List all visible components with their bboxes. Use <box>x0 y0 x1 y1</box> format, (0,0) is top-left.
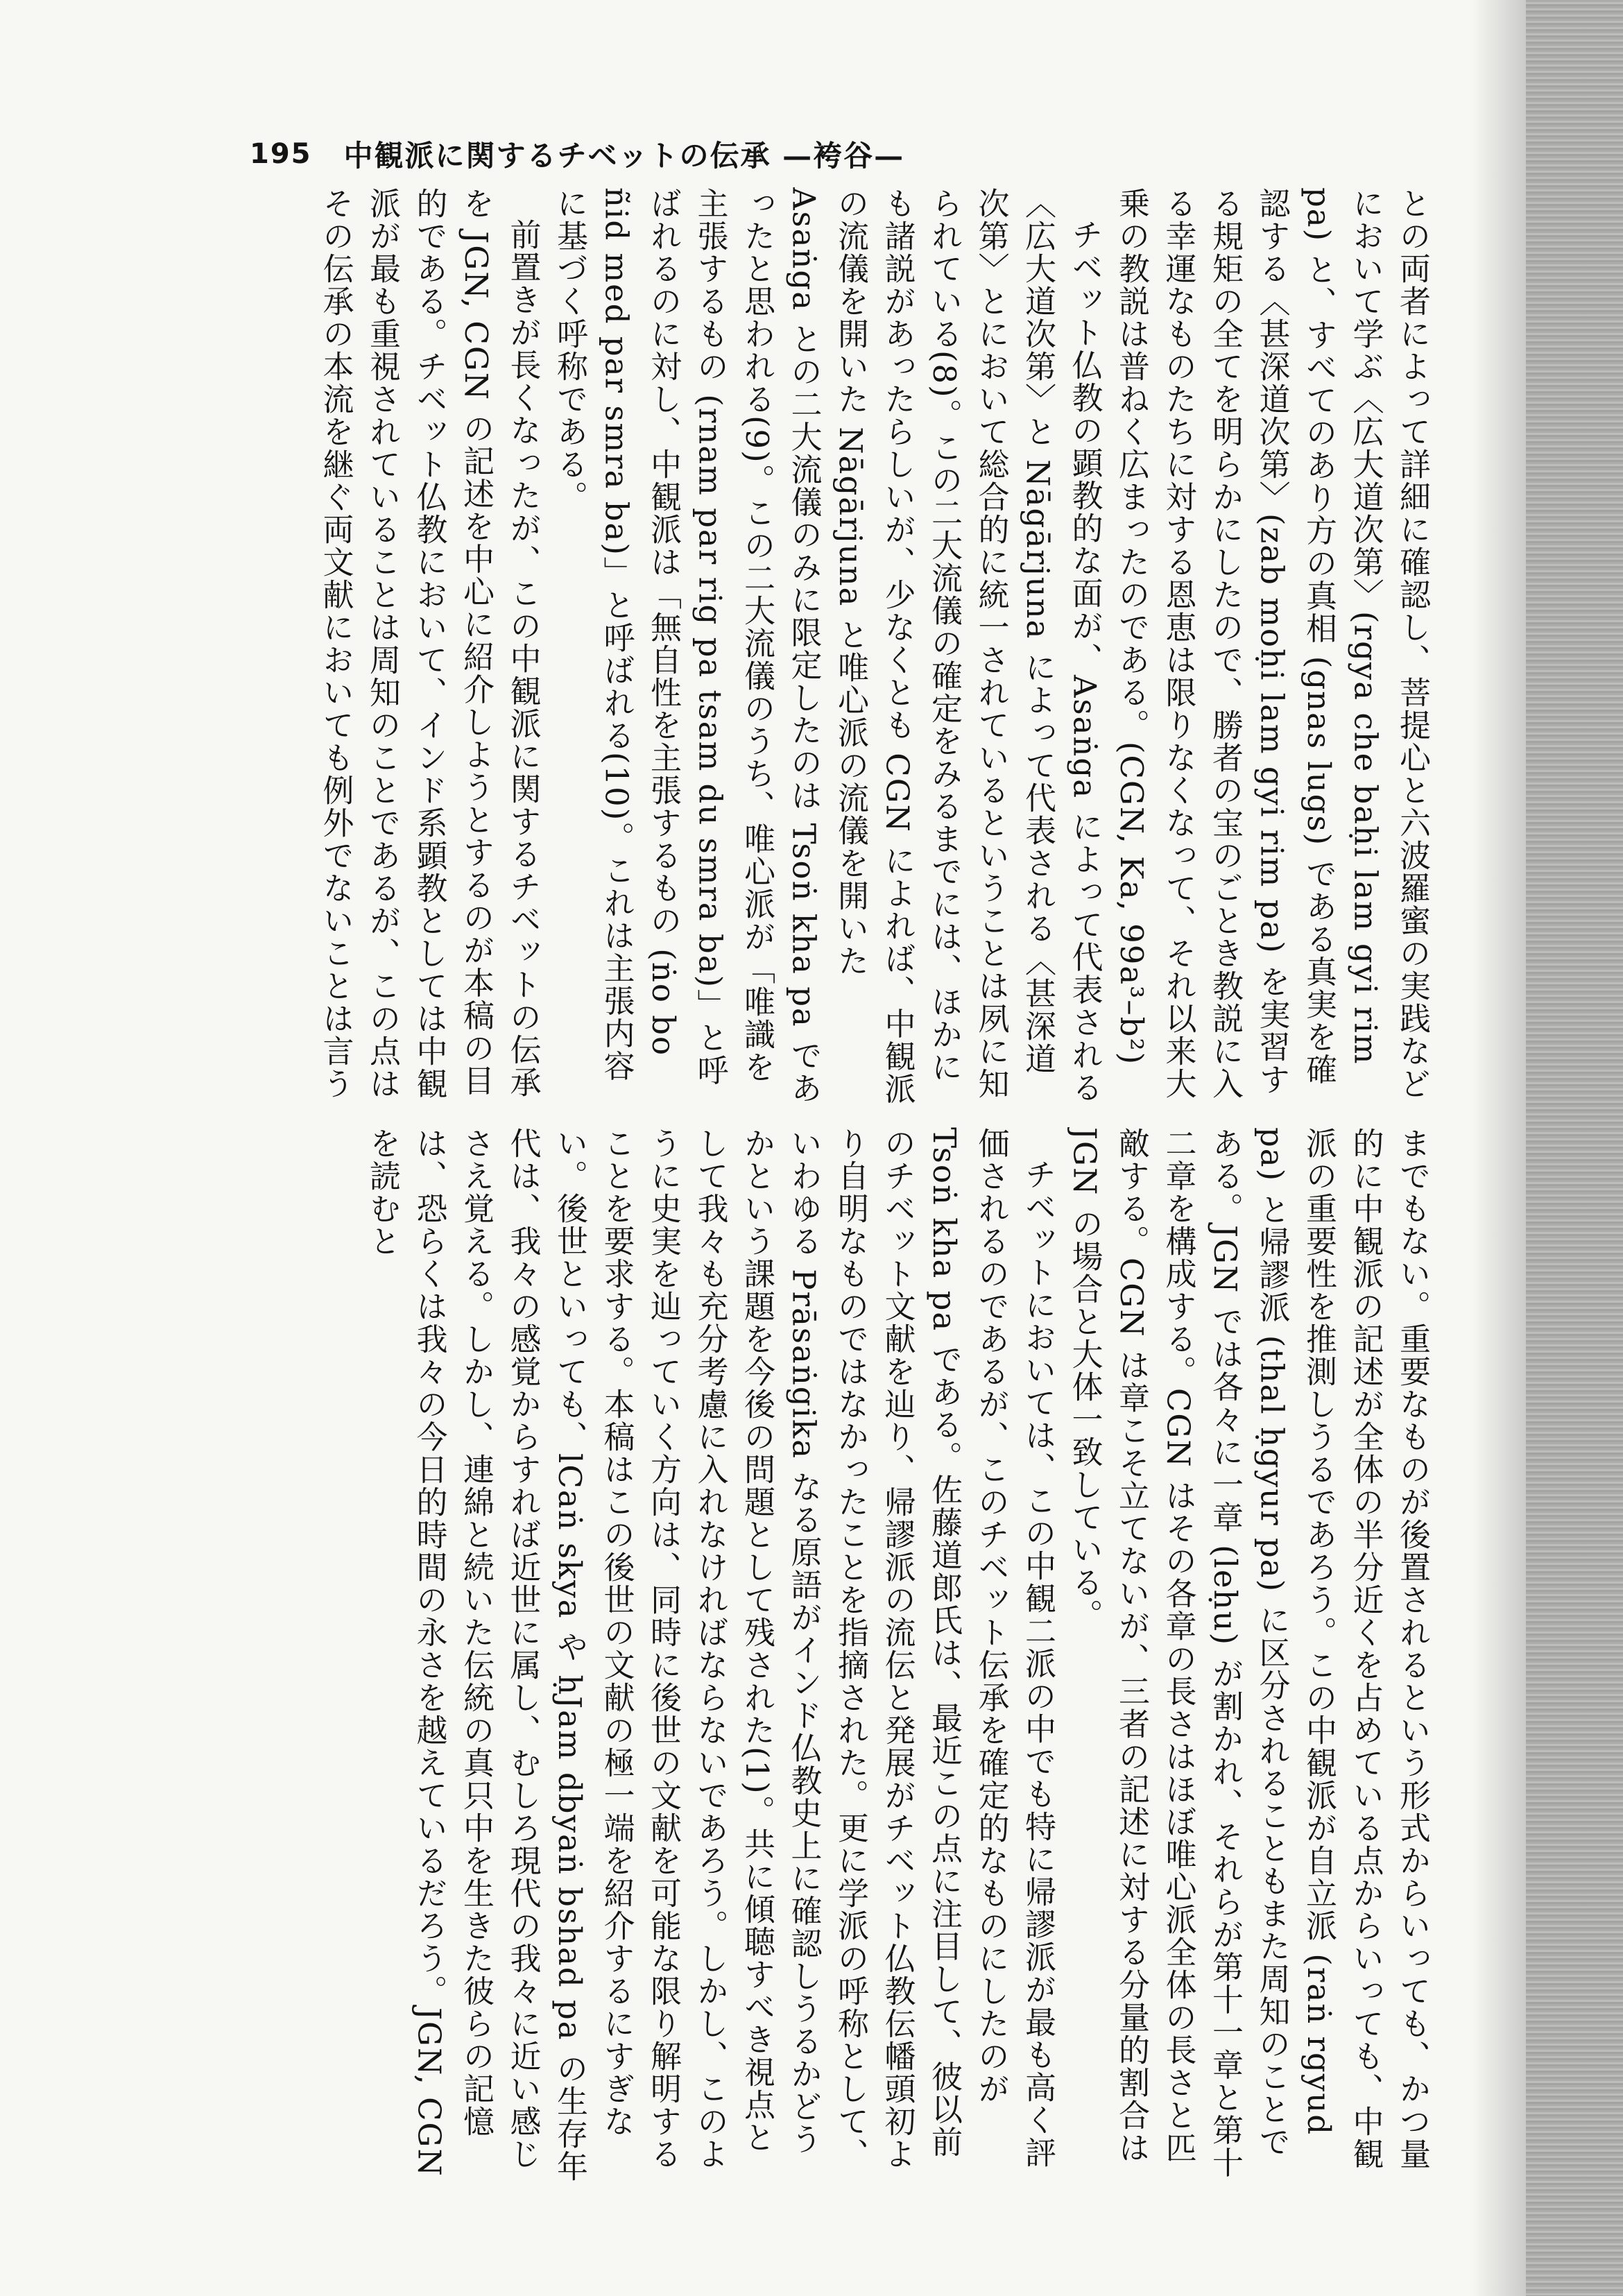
paragraph: 前置きが長くなったが、この中観派に関するチベットの伝承を JGN, CGN の記述を中心に紹介しようとするのが本稿の目的である。チベット仏教において、インド系顕教としては中観派が最も重視されていることは周知のことであるが、この点はその伝承の本流を継ぐ両文献においても例外でないことは言う <box>317 187 542 1100</box>
page-edge-shading <box>1470 0 1526 2296</box>
page-header <box>250 133 1568 175</box>
page-number: 195 <box>250 138 312 170</box>
paragraph-continuation: までもない。重要なものが後置されるという形式からいっても、かつ量的に中観派の記述が全体の半分近くを占めている点からいっても、中観派の重要性を推測しうるであろう。この中観派が自立派 (raṅ rgyud pa) と帰謬派 (thal ḥgyur pa) に区分されることもまた周知のことである。JGN では各々に一章 (leḥu) が割かれ、それらが第十一章と第十二章を構成する。CGN はその各章の長さはほぼ唯心派全体の長さと匹敵する。CGN は章こそ立てないが、三者の記述に対する分量的割合は JGN の場合と大体一致している。 <box>1066 1127 1431 2179</box>
paragraph: チベットにおいては、この中観二派の中でも特に帰謬派が最も高く評価されるのであるが、このチベット伝承を確定的なものにしたのが Tsoṅ kha pa である。佐藤道郎氏は、最近この点に注目して、彼以前のチベット文献を辿り、帰謬派の流伝と発展がチベット仏教伝幡頭初より自明なものではなかったことを指摘された。更に学派の呼称として、いわゆる Prāsaṅgika なる原語がインド仏教史上に確認しうるかどうかという課題を今後の問題として残された(1)。共に傾聴すべき視点として我々も充分考慮に入れなければならないであろう。しかし、このように史実を辿っていく方向は、同時に後世の文献を可能な限り解明することを要求する。本稿はこの後世の文献の極一端を紹介するにすぎない。後世といっても、lCaṅ skya や ḥJam dbyaṅ bshad pa の生存年代は、我々の感覚からすれば近世に属し、むしろ現代の我々に近い感じさえ覚える。しかし、連綿と続いた伝統の真只中を生きた彼らの記憶は、恐らくは我々の今日的時間の永さを越えているだろう。JGN, CGN を読むと <box>364 1127 1056 2183</box>
scan-edge-shadow <box>1526 0 1623 2296</box>
paragraph: チベット仏教の顕教的な面が、Asaṅga によって代表される〈広大道次第〉と Nāgārjuna によって代表される〈甚深道次第〉とにおいて総合的に統一されているということは夙に知られている(8)。この二大流儀の確定をみるまでには、ほかにも諸説があったらしいが、少なくとも CGN によれば、中観派の流儀を開いた Nāgārjuna と唯心派の流儀を開いた Asaṅga との二大流儀のみに限定したのは Tsoṅ kha pa であったと思われる(9)。この二大流儀のうち、唯心派が「唯識を主張するもの (rnam par rig pa tsam du smra ba)」と呼ばれるのに対し、中観派は「無自性を主張するもの (ṅo bo ñid med par smra ba)」と呼ばれる(10)。これは主張内容に基づく呼称である。 <box>551 187 1104 1106</box>
text-block-top <box>198 187 1436 1106</box>
quote-continuation: との両者によって詳細に確認し、菩提心と六波羅蜜の実践などにおいて学ぶ〈広大道次第〉(rgya che baḥi lam gyi rim pa) と、すべてのあり方の真相 (gnas lugs) である真実を確認する〈甚深道次第〉(zab moḥi lam gyi rim pa) を実習する規矩の全てを明らかにしたので、勝者の宝のごとき教説に入る幸運なものたちに対する恩恵は限りなくなって、それ以来大乗の教説は普ねく広まったのである。(CGN, Ka, 99a³–b²) <box>1113 187 1431 1100</box>
running-title: 中観派に関するチベットの伝承 —袴谷— <box>343 139 905 173</box>
text-block-bottom <box>198 1127 1436 2185</box>
